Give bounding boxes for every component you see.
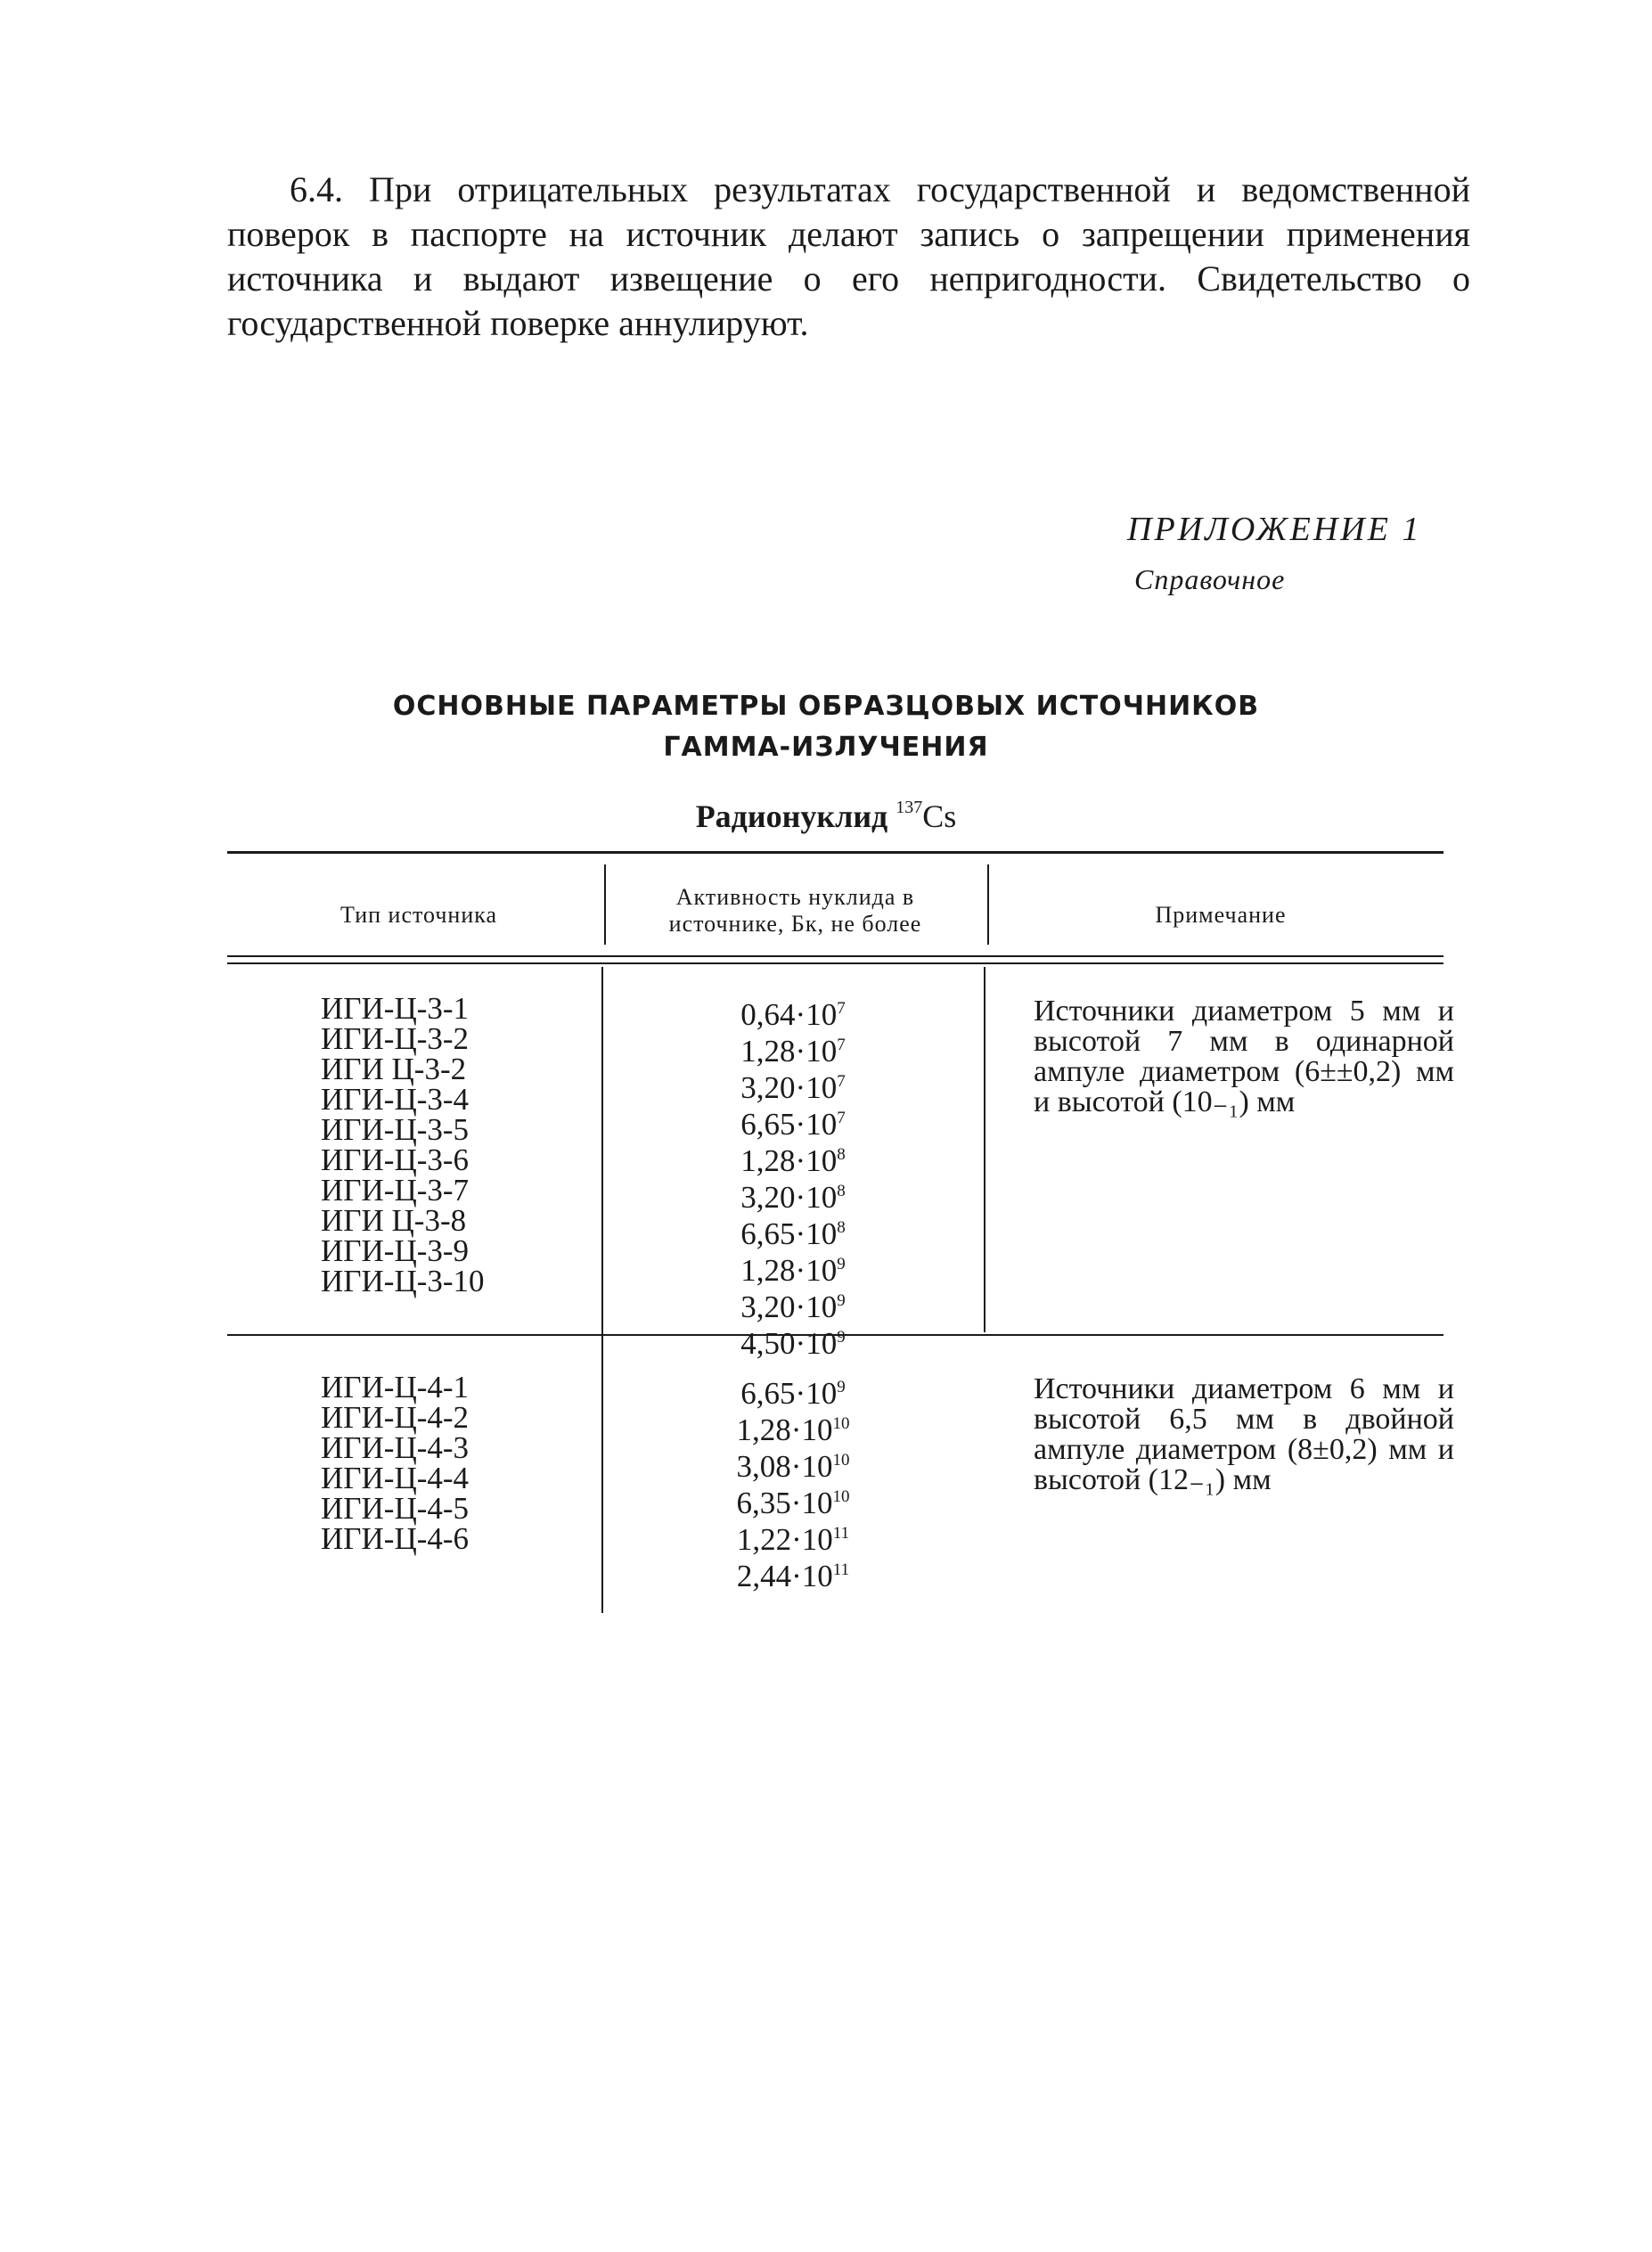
source-type: ИГИ-Ц-3-5 xyxy=(321,1112,470,1147)
activity-value: $3,20\cdot 10^8$ xyxy=(740,1180,846,1215)
activity-value: $1,28\cdot 10^8$ xyxy=(740,1143,846,1178)
paragraph-6-4: 6.4. При отрицательных результатах государственной и ведомственной поверок в паспорте на источник делают запись о запрещении применения источника и выдают извещение о его непригодности. Свидетельство о государственной поверке аннулируют. xyxy=(227,169,1470,343)
activity-value: $3,08\cdot 10^{10}$ xyxy=(736,1449,850,1484)
activity-exponent: 10 xyxy=(832,1451,850,1470)
activity-exponent: 8 xyxy=(837,1145,846,1164)
source-type: ИГИ-Ц-4-3 xyxy=(321,1430,470,1465)
activity-mantissa: 3,20 xyxy=(740,1290,796,1324)
source-type: ИГИ-Ц-3-4 xyxy=(321,1082,470,1117)
appendix-subtitle: Справочное xyxy=(1134,563,1286,595)
document-title-line-2: ГАММА-ИЗЛУЧЕНИЯ xyxy=(663,732,989,763)
activity-mantissa: 6,35 xyxy=(736,1486,791,1520)
header-activity-line-1: Активность нуклида в xyxy=(675,884,915,910)
activity-exponent: 9 xyxy=(837,1255,846,1273)
activity-mantissa: 3,20 xyxy=(740,1070,796,1105)
group-1-note: Источники диаметром 5 мм и высотой 7 мм в одинарной ампуле диаметром (6±±0,2) мм и высотой (10₋₁) мм xyxy=(1034,995,1454,1118)
activity-value: $0,64\cdot 10^7$ xyxy=(740,997,846,1032)
nuclide-element: Cs xyxy=(922,798,957,834)
activity-value: $6,35\cdot 10^{10}$ xyxy=(736,1486,850,1520)
activity-exponent: 10 xyxy=(832,1414,850,1433)
group-2-types xyxy=(321,1372,544,1554)
header-activity xyxy=(615,884,976,938)
header-note: Примечание xyxy=(1155,902,1287,928)
activity-mantissa: 6,65 xyxy=(740,1216,796,1251)
activity-exponent: 7 xyxy=(837,1109,846,1127)
activity-exponent: 9 xyxy=(837,1328,846,1347)
group-1-activities xyxy=(628,994,958,1359)
activity-mantissa: 4,50 xyxy=(740,1326,796,1361)
source-type: ИГИ-Ц-3-9 xyxy=(321,1233,470,1268)
body-column-divider-1 xyxy=(601,967,603,1613)
body-column-divider-2 xyxy=(984,967,985,1332)
activity-mantissa: 1,22 xyxy=(736,1522,792,1557)
activity-value: $1,28\cdot 10^7$ xyxy=(740,1034,846,1069)
source-type: ИГИ-Ц-4-1 xyxy=(321,1370,470,1404)
activity-value: $6,65\cdot 10^9$ xyxy=(740,1376,846,1411)
activity-mantissa: 3,08 xyxy=(736,1449,791,1484)
activity-value: $6,65\cdot 10^7$ xyxy=(740,1107,846,1142)
radionuclide-text: Радионуклид xyxy=(695,798,888,834)
table-header-rule xyxy=(227,955,1443,957)
activity-exponent: 10 xyxy=(832,1487,850,1506)
activity-exponent: 7 xyxy=(837,1036,846,1054)
document-title xyxy=(267,686,1385,768)
activity-value: $4,50\cdot 10^9$ xyxy=(740,1326,846,1361)
activity-mantissa: 1,28 xyxy=(740,1034,796,1069)
source-type: ИГИ-Ц-3-7 xyxy=(321,1173,470,1208)
activity-exponent: 8 xyxy=(837,1218,846,1237)
header-column-divider-2 xyxy=(987,864,989,945)
activity-mantissa: 1,28 xyxy=(740,1143,796,1178)
activity-exponent: 7 xyxy=(837,1072,846,1091)
appendix-title: ПРИЛОЖЕНИЕ 1 xyxy=(1127,511,1422,548)
activity-value: $3,20\cdot 10^7$ xyxy=(740,1070,846,1105)
source-type: ИГИ-Ц-3-6 xyxy=(321,1142,470,1177)
activity-value: $1,22\cdot 10^{11}$ xyxy=(736,1522,850,1557)
radionuclide-label xyxy=(267,798,1385,835)
source-type: ИГИ-Ц-3-1 xyxy=(321,991,470,1026)
activity-mantissa: 1,28 xyxy=(740,1253,796,1288)
source-type: ИГИ Ц-3-2 xyxy=(321,1052,467,1086)
activity-exponent: 8 xyxy=(837,1182,846,1200)
group-2-activities xyxy=(628,1372,958,1592)
source-type: ИГИ-Ц-4-5 xyxy=(321,1491,470,1526)
activity-mantissa: 3,20 xyxy=(740,1180,796,1215)
activity-value: $2,44\cdot 10^{11}$ xyxy=(736,1559,850,1593)
activity-value: $3,20\cdot 10^9$ xyxy=(740,1290,846,1324)
header-source-type: Тип источника xyxy=(339,902,498,928)
source-type: ИГИ Ц-3-8 xyxy=(321,1203,467,1238)
activity-value: $6,65\cdot 10^8$ xyxy=(740,1216,846,1251)
source-type: ИГИ-Ц-4-2 xyxy=(321,1400,470,1435)
source-type: ИГИ-Ц-3-2 xyxy=(321,1021,470,1056)
activity-mantissa: 1,28 xyxy=(736,1413,791,1447)
activity-mantissa: 0,64 xyxy=(740,997,796,1032)
nuclide-mass-number: 137 xyxy=(896,798,923,817)
table-header-rule-second xyxy=(227,962,1443,964)
activity-exponent: 11 xyxy=(832,1524,850,1543)
activity-mantissa: 6,65 xyxy=(740,1107,796,1142)
activity-mantissa: 2,44 xyxy=(736,1559,792,1593)
activity-exponent: 11 xyxy=(832,1560,850,1579)
header-activity-line-2: источнике, Бк, не более xyxy=(668,911,922,937)
activity-exponent: 7 xyxy=(837,999,846,1018)
activity-value: $1,28\cdot 10^{10}$ xyxy=(736,1413,850,1447)
source-type: ИГИ-Ц-3-10 xyxy=(321,1264,485,1298)
source-type: ИГИ-Ц-4-4 xyxy=(321,1461,470,1495)
activity-mantissa: 6,65 xyxy=(740,1376,796,1411)
table-top-rule xyxy=(227,851,1443,854)
source-type: ИГИ-Ц-4-6 xyxy=(321,1521,470,1556)
activity-exponent: 9 xyxy=(837,1378,846,1396)
header-column-divider-1 xyxy=(604,864,606,945)
group-1-types xyxy=(321,991,544,1298)
document-title-line-1: ОСНОВНЫЕ ПАРАМЕТРЫ ОБРАЗЦОВЫХ ИСТОЧНИКОВ xyxy=(392,691,1260,722)
activity-exponent: 9 xyxy=(837,1291,846,1310)
nuclide-symbol xyxy=(896,798,956,834)
group-2-note: Источники диаметром 6 мм и высотой 6,5 мм в двойной ампуле диаметром (8±0,2) мм и высотой (12₋₁) мм xyxy=(1034,1372,1454,1496)
activity-value: $1,28\cdot 10^9$ xyxy=(740,1253,846,1288)
